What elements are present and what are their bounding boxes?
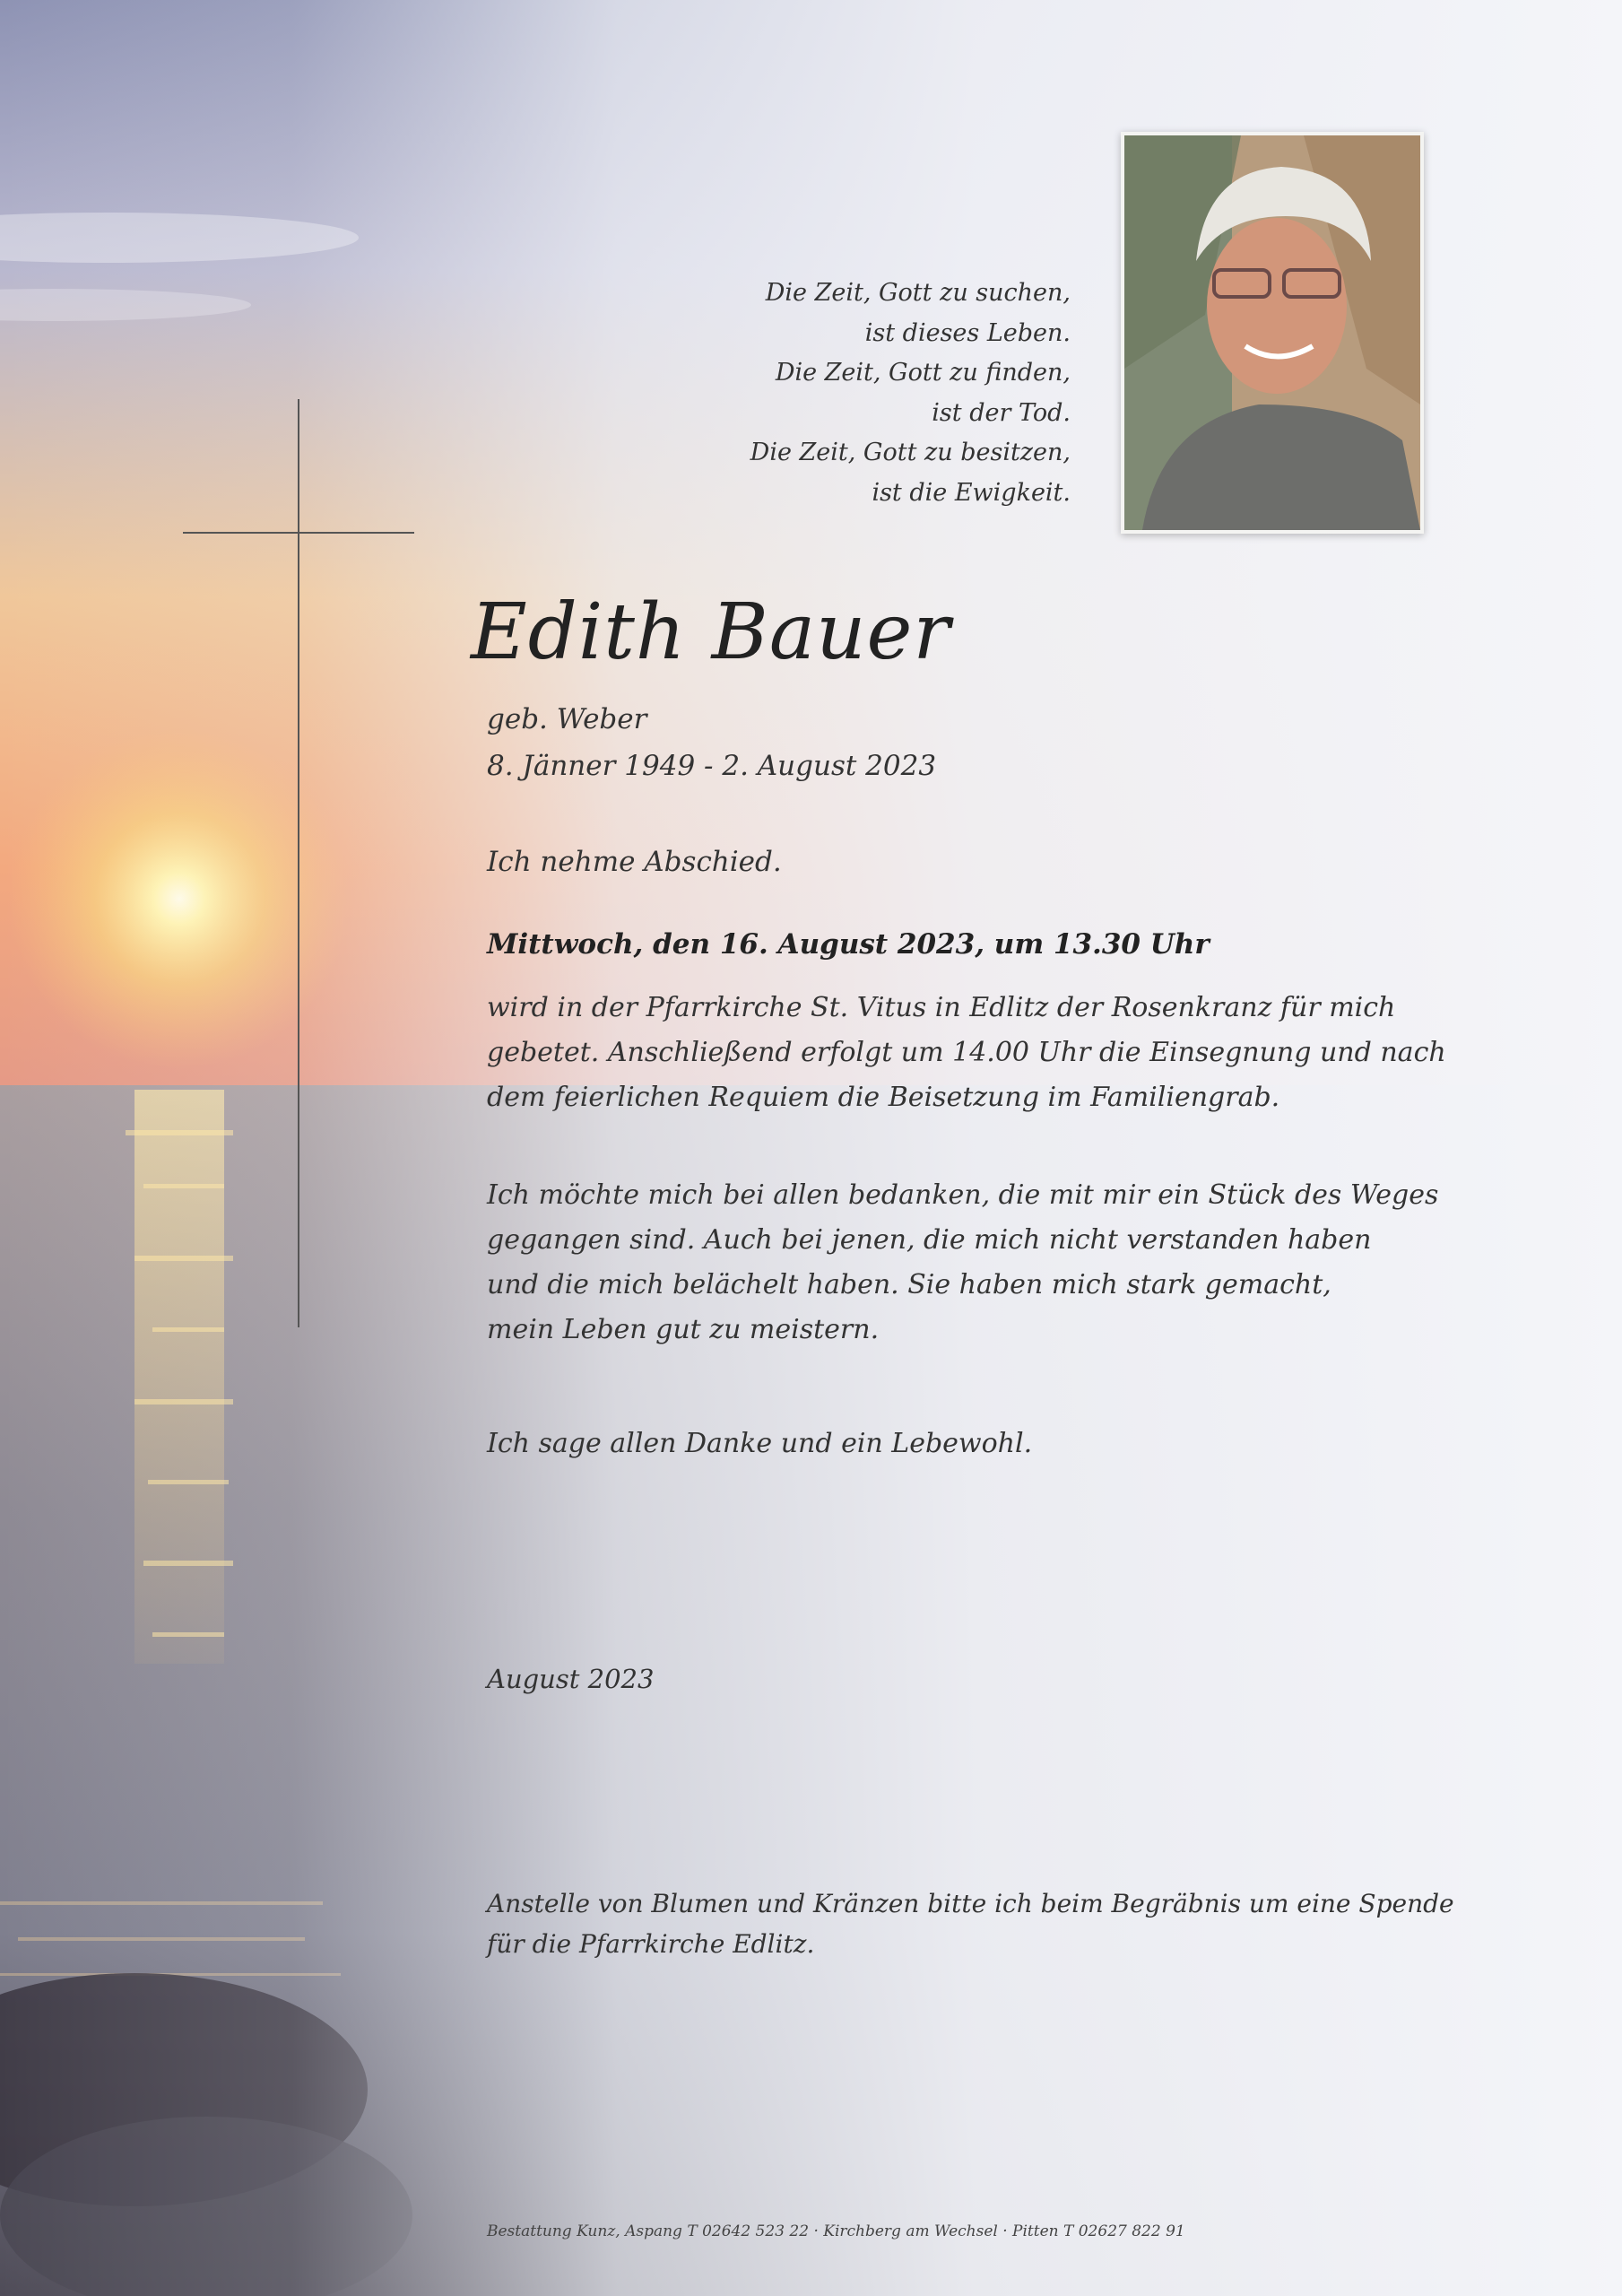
thanks-line: und die mich belächelt haben. Sie haben mich stark gemacht, <box>487 1269 1331 1300</box>
memorial-quote <box>699 274 1071 513</box>
funeral-home-footer: Bestattung Kunz, Aspang T 02642 523 22 · Kirchberg am Wechsel · Pitten T 02627 822 91 <box>487 2222 1185 2240</box>
service-line: gebetet. Anschließend erfolgt um 14.00 Uhr die Einsegnung und nach <box>487 1037 1446 1068</box>
thanks-line: mein Leben gut zu meistern. <box>487 1314 880 1345</box>
issue-date: August 2023 <box>487 1664 655 1694</box>
thanks-line: Ich möchte mich bei allen bedanken, die mit mir ein Stück des Weges <box>487 1179 1439 1211</box>
donation-paragraph <box>487 1883 1454 1964</box>
quote-line: Die Zeit, Gott zu besitzen, <box>750 439 1071 466</box>
thanks-paragraph <box>487 1173 1438 1352</box>
portrait-image <box>1124 135 1420 530</box>
portrait-photo <box>1121 132 1424 534</box>
service-date: Mittwoch, den 16. August 2023, um 13.30 Uhr <box>487 928 1210 961</box>
thanks-line: gegangen sind. Auch bei jenen, die mich nicht verstanden haben <box>487 1224 1372 1256</box>
goodbye-text: Ich sage allen Danke und ein Lebewohl. <box>487 1428 1033 1459</box>
service-paragraph <box>487 986 1446 1120</box>
deceased-name: Edith Bauer <box>471 587 951 677</box>
cross-horizontal-bar <box>183 532 414 534</box>
donation-line: Anstelle von Blumen und Kränzen bitte ich beim Begräbnis um eine Spende <box>487 1889 1454 1918</box>
quote-line: ist die Ewigkeit. <box>872 478 1071 507</box>
service-line: wird in der Pfarrkirche St. Vitus in Edlitz der Rosenkranz für mich <box>487 992 1396 1023</box>
quote-line: Die Zeit, Gott zu suchen, <box>765 279 1071 307</box>
quote-line: ist der Tod. <box>932 398 1071 427</box>
quote-line: ist dieses Leben. <box>864 318 1071 347</box>
life-dates: 8. Jänner 1949 - 2. August 2023 <box>487 750 937 782</box>
quote-line: Die Zeit, Gott zu finden, <box>775 359 1071 387</box>
maiden-name: geb. Weber <box>487 703 647 735</box>
service-line: dem feierlichen Requiem die Beisetzung im Familiengrab. <box>487 1082 1280 1113</box>
cross-vertical-bar <box>298 399 299 1327</box>
farewell-text: Ich nehme Abschied. <box>487 846 782 878</box>
donation-line: für die Pfarrkirche Edlitz. <box>487 1929 815 1959</box>
